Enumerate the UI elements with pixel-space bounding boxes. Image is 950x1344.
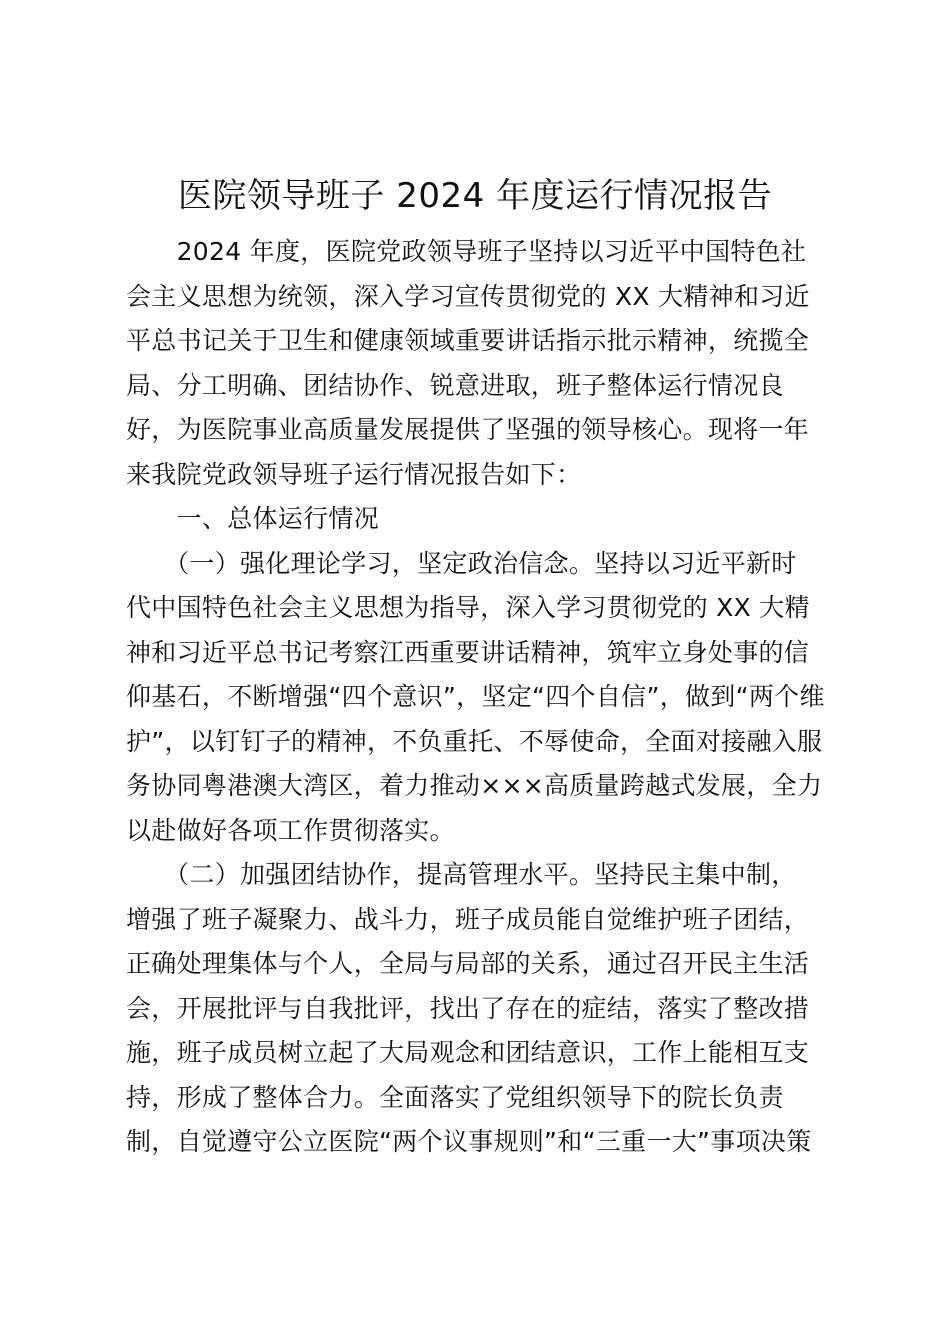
body-line-5: 好，为医院事业高质量发展提供了坚强的领导核心。现将一年 bbox=[126, 415, 810, 444]
body-line-13: 务协同粤港澳大湾区，着力推动×××高质量跨越式发展，全力 bbox=[126, 771, 823, 800]
body-line-14: 以赴做好各项工作贯彻落实。 bbox=[126, 816, 455, 845]
body-line-15: （二）加强团结协作，提高管理水平。坚持民主集中制， bbox=[126, 860, 797, 889]
body-line-3: 平总书记关于卫生和健康领域重要讲话指示批示精神，统揽全 bbox=[126, 326, 810, 355]
body-line-11: 仰基石，不断增强“四个意识”，坚定“四个自信”，做到“两个维 bbox=[126, 682, 825, 711]
body-line-2: 会主义思想为统领，深入学习宣传贯彻党的 XX 大精神和习近 bbox=[126, 282, 810, 311]
body-line-12: 护”，以钉钉子的精神，不负重托、不辱使命，全面对接融入服 bbox=[126, 727, 823, 756]
body-line-17: 正确处理集体与个人，全局与局部的关系，通过召开民主生活 bbox=[126, 949, 810, 978]
body-line-10: 神和习近平总书记考察江西重要讲话精神，筑牢立身处事的信 bbox=[126, 638, 810, 667]
body-line-19: 施，班子成员树立起了大局观念和团结意识，工作上能相互支 bbox=[126, 1038, 810, 1067]
body-line-6: 来我院党政领导班子运行情况报告如下： bbox=[126, 460, 582, 489]
body-line-9: 代中国特色社会主义思想为指导，深入学习贯彻党的 XX 大精 bbox=[126, 593, 810, 622]
body-line-8: （一）强化理论学习，坚定政治信念。坚持以习近平新时 bbox=[126, 549, 797, 578]
document-title: 医院领导班子 2024 年度运行情况报告 bbox=[177, 176, 773, 216]
section-heading-1: 一、总体运行情况 bbox=[126, 504, 380, 533]
body-line-20: 持，形成了整体合力。全面落实了党组织领导下的院长负责 bbox=[126, 1083, 784, 1112]
body-line-16: 增强了班子凝聚力、战斗力，班子成员能自觉维护班子团结， bbox=[126, 905, 810, 934]
body-line-21: 制，自觉遵守公立医院“两个议事规则”和“三重一大”事项决策 bbox=[126, 1127, 812, 1156]
body-line-4: 局、分工明确、团结协作、锐意进取，班子整体运行情况良 bbox=[126, 371, 784, 400]
body-line-1: 2024 年度，医院党政领导班子坚持以习近平中国特色社 bbox=[126, 237, 807, 266]
body-line-18: 会，开展批评与自我批评，找出了存在的症结，落实了整改措 bbox=[126, 994, 810, 1023]
